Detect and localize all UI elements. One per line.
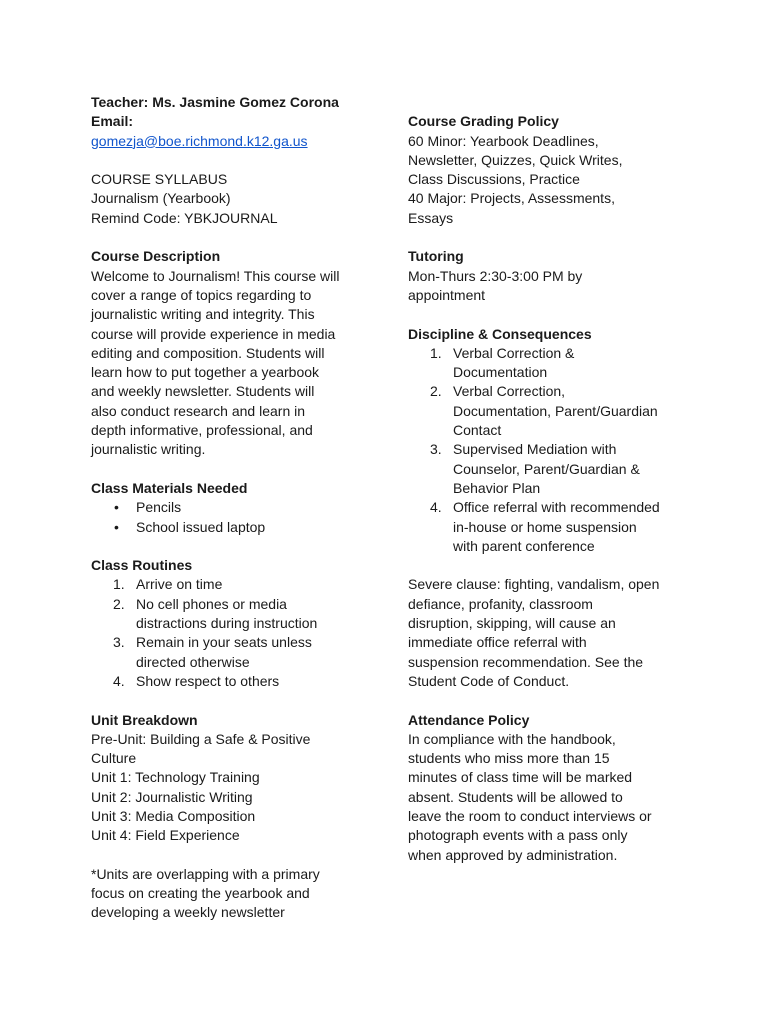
severe-clause bbox=[408, 575, 698, 691]
text-line: Pre-Unit: Building a Safe & Positive bbox=[91, 730, 311, 747]
tutoring-heading: Tutoring bbox=[408, 248, 464, 265]
grading-text bbox=[408, 132, 698, 228]
list-item: • Pencils bbox=[91, 498, 381, 517]
text-line: In compliance with the handbook, bbox=[408, 730, 616, 747]
materials-list bbox=[91, 498, 381, 537]
text-line: editing and composition. Students will bbox=[91, 344, 325, 361]
attendance-text bbox=[408, 730, 698, 865]
bullet-icon: • bbox=[114, 518, 119, 535]
list-item: 2. Verbal Correction, Documentation, Parent/Guardian Contact bbox=[430, 383, 658, 439]
materials-heading: Class Materials Needed bbox=[91, 479, 248, 496]
course-syllabus-title: COURSE SYLLABUS bbox=[91, 171, 228, 188]
course-description-heading: Course Description bbox=[91, 248, 221, 265]
bullet-icon: • bbox=[114, 499, 119, 516]
text-line: defiance, profanity, classroom bbox=[408, 595, 593, 612]
teacher-name: Teacher: Ms. Jasmine Gomez Corona bbox=[91, 94, 339, 110]
text-line: developing a weekly newsletter bbox=[91, 904, 285, 921]
text-line: 60 Minor: Yearbook Deadlines, bbox=[408, 132, 599, 149]
list-item: 4. Show respect to others bbox=[113, 672, 280, 689]
text-line: Unit 1: Technology Training bbox=[91, 769, 260, 786]
text-line: Welcome to Journalism! This course will bbox=[91, 267, 340, 284]
email-link[interactable]: gomezja@boe.richmond.k12.ga.us bbox=[91, 132, 308, 149]
text-line: also conduct research and learn in bbox=[91, 402, 306, 419]
text-line: journalistic writing. bbox=[91, 441, 206, 458]
unit-breakdown-list bbox=[91, 730, 381, 846]
text-line: Mon-Thurs 2:30-3:00 PM by bbox=[408, 267, 583, 284]
text-line: course will provide experience in media bbox=[91, 325, 336, 342]
text-line: Essays bbox=[408, 209, 454, 226]
list-item: • School issued laptop bbox=[91, 518, 381, 537]
email-label: Email: bbox=[91, 113, 134, 130]
remind-code: Remind Code: YBKJOURNAL bbox=[91, 209, 278, 226]
text-line: photograph events with a pass only bbox=[408, 827, 628, 844]
unit-breakdown-heading: Unit Breakdown bbox=[91, 711, 198, 728]
text-line: focus on creating the yearbook and bbox=[91, 885, 310, 902]
text-line: minutes of class time will be marked bbox=[408, 769, 633, 786]
routines-heading: Class Routines bbox=[91, 557, 193, 574]
text-line: *Units are overlapping with a primary bbox=[91, 865, 320, 882]
text-line: Unit 3: Media Composition bbox=[91, 807, 256, 824]
routines-list bbox=[91, 575, 381, 691]
text-line: and weekly newsletter. Students will bbox=[91, 383, 315, 400]
course-description-text bbox=[91, 267, 381, 460]
text-line: Newsletter, Quizzes, Quick Writes, bbox=[408, 151, 623, 168]
text-line: immediate office referral with bbox=[408, 634, 587, 651]
text-line: suspension recommendation. See the bbox=[408, 653, 644, 670]
text-line: Unit 2: Journalistic Writing bbox=[91, 788, 253, 805]
text-line: Culture bbox=[91, 750, 137, 767]
text-line: Severe clause: fighting, vandalism, open bbox=[408, 576, 660, 593]
text-line: Student Code of Conduct. bbox=[408, 672, 570, 689]
units-note bbox=[91, 865, 381, 923]
text-line: leave the room to conduct interviews or bbox=[408, 807, 652, 824]
left-column bbox=[91, 93, 381, 923]
right-column bbox=[408, 93, 698, 865]
list-item: 3. Supervised Mediation with Counselor, Parent/Guardian & Behavior Plan bbox=[430, 441, 640, 496]
text-line: when approved by administration. bbox=[408, 846, 618, 863]
text-line: journalistic writing and integrity. This bbox=[91, 306, 315, 323]
text-line: learn how to put together a yearbook bbox=[91, 364, 320, 381]
text-line: 40 Major: Projects, Assessments, bbox=[408, 190, 615, 207]
text-line: depth informative, professional, and bbox=[91, 422, 313, 439]
grading-heading: Course Grading Policy bbox=[408, 113, 559, 130]
text-line: Class Discussions, Practice bbox=[408, 171, 580, 188]
text-line: students who miss more than 15 bbox=[408, 750, 610, 767]
text-line: disruption, skipping, will cause an bbox=[408, 615, 616, 632]
text-line: Unit 4: Field Experience bbox=[91, 827, 240, 844]
discipline-list bbox=[408, 344, 698, 556]
list-item: 3. Remain in your seats unless directed otherwise bbox=[113, 634, 312, 670]
text-line: appointment bbox=[408, 286, 486, 303]
course-name: Journalism (Yearbook) bbox=[91, 190, 231, 207]
text-line: absent. Students will be allowed to bbox=[408, 788, 623, 805]
list-item: 4. Office referral with recommended in-house or home suspension with parent conference bbox=[430, 499, 660, 554]
list-item: 2. No cell phones or media distractions during instruction bbox=[113, 595, 318, 632]
list-item: 1. Arrive on time bbox=[113, 576, 223, 593]
discipline-heading: Discipline & Consequences bbox=[408, 325, 592, 342]
text-line: cover a range of topics regarding to bbox=[91, 286, 312, 303]
list-item: 1. Verbal Correction & Documentation bbox=[430, 344, 575, 381]
attendance-heading: Attendance Policy bbox=[408, 711, 530, 728]
